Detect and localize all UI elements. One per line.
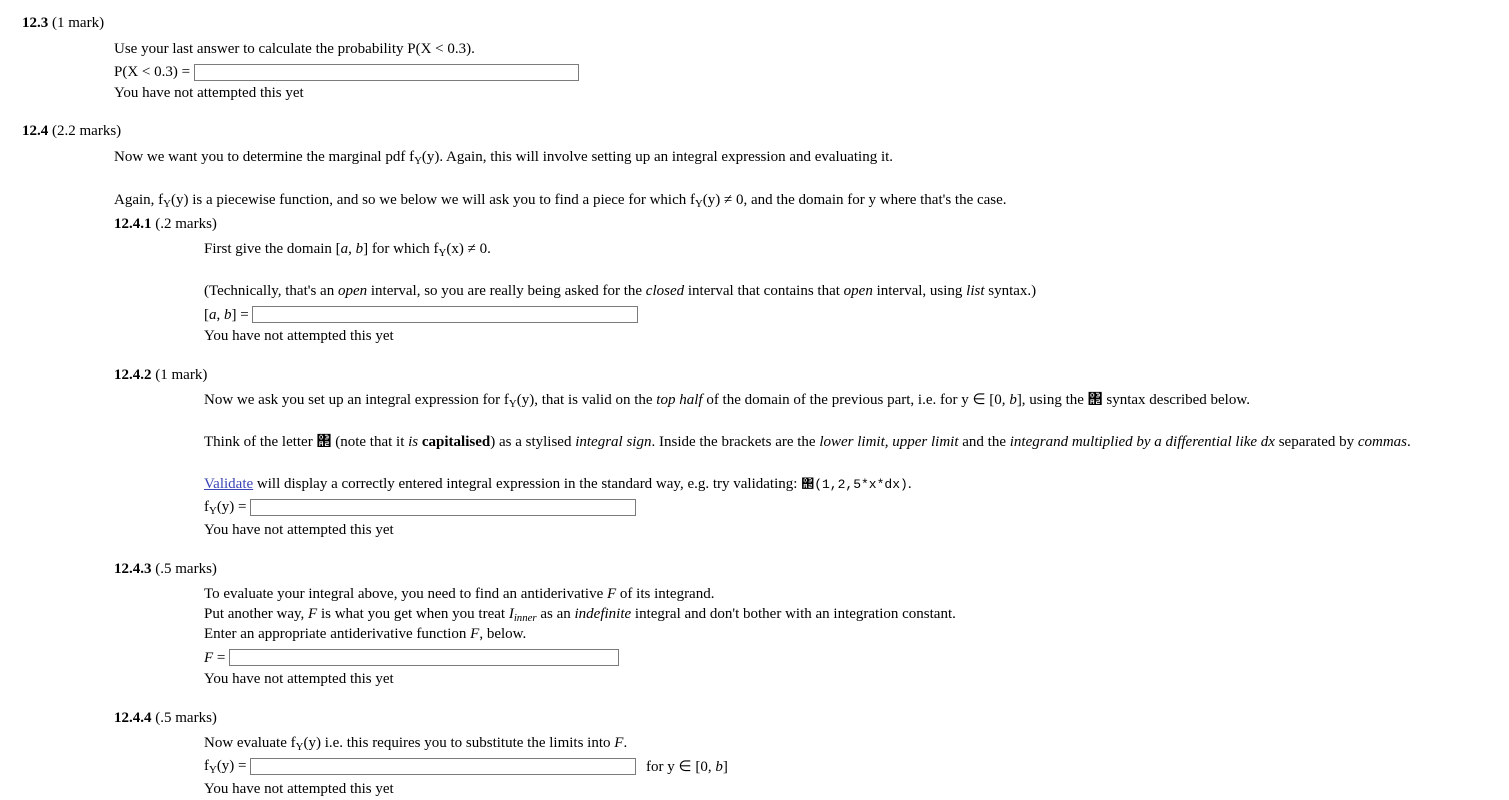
ansl-1241-pre: [: [204, 306, 209, 323]
q1244-l1-p1: Now evaluate f: [204, 734, 296, 751]
ansl-1241-b: b: [224, 306, 232, 323]
question-marks-12-4-2: (1 mark): [155, 366, 208, 383]
intro1-pre: Now we want you to determine the marginal pdf f: [114, 149, 415, 166]
q1243-l3-i1: F: [470, 626, 480, 643]
q1242-l3-code: ΢(1,2,5*x*dx): [801, 477, 908, 493]
q1241-l1-post: (x) ≠ 0.: [446, 241, 491, 257]
intro2-sub: Y: [163, 197, 171, 210]
answer-row-12-4-2: [204, 498, 1509, 518]
q1242-l2-b1: capitalised: [421, 434, 491, 451]
question-number-12-4-2: 12.4.2: [114, 366, 152, 383]
q1241-l2-p1: (Technically, that's an: [204, 283, 338, 300]
question-heading-12-4: [0, 122, 1509, 142]
answer-label-12-4-4: [204, 757, 247, 777]
q1241-l1-pre: First give the domain [: [204, 241, 341, 257]
q1242-l2-i4: integrand multiplied by a differential like dx: [1009, 434, 1275, 451]
q1242-l2-p2: ) as a stylised: [490, 434, 576, 451]
question-marks-12-3: (1 mark): [52, 15, 105, 31]
question-number-12-4-1: 12.4.1: [114, 216, 152, 233]
question-prompt-12-3: Use your last answer to calculate the probability P(X < 0.3).: [114, 40, 475, 57]
answer-label-12-4-3: [204, 649, 225, 667]
intro1-post: (y). Again, this will involve setting up an integral expression and evaluating it.: [421, 149, 894, 166]
ansl-1242-pre: f: [204, 499, 209, 515]
question-intro-12-4-line2: [114, 191, 1509, 211]
answer-input-12-4-2[interactable]: [250, 499, 636, 516]
q1243-l2-i3: indefinite: [574, 605, 632, 622]
q1241-l2-i2: closed: [645, 283, 685, 300]
q1241-line2: [204, 282, 1509, 302]
q1242-l2-p5: separated by: [1274, 434, 1358, 451]
ans-suffix-i1: b: [715, 758, 723, 775]
ansl-1242-post: (y) =: [216, 499, 247, 515]
q1241-l2-p2: interval, so you are really being asked for the: [367, 283, 646, 300]
q1242-l2-p4: and the: [958, 434, 1010, 451]
question-number-12-4: 12.4: [22, 123, 49, 140]
answer-label-12-3: P(X < 0.3) =: [114, 64, 191, 81]
answer-suffix-12-4-4: [646, 758, 728, 776]
ansl-1242-sub: Y: [209, 505, 217, 518]
answer-row-12-3: [114, 63, 1509, 82]
q1242-l2-p1: Think of the letter ΢ (note that it: [204, 434, 409, 451]
q1242-l1-i2: b: [1009, 391, 1017, 408]
question-heading-12-4-3: [0, 560, 1509, 580]
question-marks-12-4-1: (.2 marks): [155, 216, 217, 233]
q1241-l2-p4: interval, using: [872, 283, 967, 300]
q1244-line1: [204, 734, 1509, 754]
question-marks-12-4: (2.2 marks): [52, 123, 122, 140]
q1244-l1-sub: Y: [295, 740, 304, 753]
q1242-l1-p4: ], using the ΢ syntax described below.: [1016, 391, 1250, 408]
validate-link[interactable]: Validate: [204, 476, 254, 493]
q1243-l2-p3: as an: [536, 605, 575, 622]
q1241-l1-sub: Y: [438, 247, 447, 260]
ansl-1241-a: a: [209, 306, 217, 323]
q1241-line1: [204, 240, 1509, 260]
question-marks-12-4-3: (.5 marks): [155, 560, 217, 577]
q1242-l2-i3: lower limit, upper limit: [819, 434, 959, 451]
q1242-l3-p1: will display a correctly entered integral expression in the standard way, e.g. try validating:: [253, 476, 802, 493]
q1241-l1-a: a: [340, 241, 349, 257]
q1243-line3: [204, 625, 1509, 645]
question-number-12-3: 12.3: [22, 15, 49, 31]
ans-suffix-p2: ]: [722, 758, 728, 775]
q1243-l1-i1: F: [606, 585, 617, 602]
answer-label-12-4-2: [204, 498, 247, 518]
question-heading-12-4-4: [0, 709, 1509, 729]
ansl-1241-post: ] =: [231, 306, 249, 323]
q1244-l1-i1: F: [614, 734, 624, 751]
intro1-sub: Y: [414, 155, 422, 168]
question-heading-12-4-1: [0, 215, 1509, 235]
answer-input-12-3[interactable]: [194, 64, 579, 81]
answer-input-12-4-3[interactable]: [229, 649, 619, 666]
intro2-post: (y) ≠ 0, and the domain for y where that's the case.: [702, 191, 1007, 208]
q1243-l2-i1: F: [308, 605, 318, 622]
q1241-l2-p5: syntax.): [984, 283, 1037, 300]
ansl-1243-post: =: [213, 649, 226, 666]
q1241-l1-comma: ,: [348, 241, 356, 257]
answer-status-12-3: You have not attempted this yet: [114, 85, 304, 102]
q1242-line2: [204, 433, 1509, 453]
q1243-line2: [204, 605, 1509, 625]
q1242-l2-p6: .: [1407, 434, 1411, 451]
answer-label-12-4-1: [204, 306, 249, 324]
q1242-line1: [204, 391, 1509, 411]
q1241-l2-i1: open: [337, 283, 368, 300]
q1242-l1-i1: top half: [656, 391, 703, 408]
intro2-mid: (y) is a piecewise function, and so we below we will ask you to find a piece for which f: [170, 191, 695, 208]
q1243-l1-p2: of its integrand.: [616, 585, 715, 602]
q1241-l2-i4: list: [966, 283, 985, 300]
answer-status-12-4-4: You have not attempted this yet: [204, 780, 394, 797]
q1243-l1-p1: To evaluate your integral above, you need to find an antiderivative: [204, 585, 607, 602]
question-heading-12-4-2: [0, 366, 1509, 386]
answer-input-12-4-1[interactable]: [252, 306, 638, 323]
answer-status-12-4-3: You have not attempted this yet: [204, 670, 394, 687]
q1241-l1-mid: ] for which f: [363, 241, 439, 257]
q1243-l2-i2: I: [508, 605, 514, 622]
ansl-1244-post: (y) =: [216, 757, 247, 774]
ansl-1244-pre: f: [204, 757, 209, 774]
answer-row-12-4-3: [204, 648, 1509, 667]
q1243-l2-p1: Put another way,: [204, 605, 309, 622]
ansl-1244-sub: Y: [209, 763, 217, 776]
q1243-line1: [204, 585, 1509, 605]
intro2-sub2: Y: [694, 197, 703, 210]
answer-input-12-4-4[interactable]: [250, 758, 636, 775]
q1242-l3-p2: .: [907, 476, 912, 493]
intro2-pre: Again, f: [114, 191, 164, 208]
q1243-l2-p4: integral and don't bother with an integration constant.: [631, 605, 956, 622]
q1243-l2-sub: inner: [513, 611, 537, 624]
question-heading-12-3: [0, 14, 1509, 34]
q1242-l2-i5: commas: [1357, 434, 1408, 451]
q1241-l2-p3: interval that contains that: [684, 283, 844, 300]
q1243-l3-p2: , below.: [479, 626, 527, 643]
q1242-line3: [204, 475, 1509, 495]
q1244-l1-p3: .: [623, 734, 628, 751]
q1243-l2-p2: is what you get when you treat: [317, 605, 509, 622]
q1243-l3-p1: Enter an appropriate antiderivative function: [204, 626, 471, 643]
q1244-l1-p2: (y) i.e. this requires you to substitute the limits into: [303, 734, 615, 751]
q1242-l2-i1: is: [408, 434, 419, 451]
q1241-l2-i3: open: [843, 283, 873, 300]
answer-status-12-4-1: You have not attempted this yet: [204, 327, 394, 344]
question-number-12-4-3: 12.4.3: [114, 560, 152, 577]
q1242-l1-p2: (y), that is valid on the: [516, 391, 657, 408]
q1242-l2-i2: integral sign: [575, 434, 652, 451]
answer-status-12-4-2: You have not attempted this yet: [204, 521, 394, 538]
q1242-l1-sub: Y: [508, 397, 517, 410]
q1242-l2-p3: . Inside the brackets are the: [651, 434, 820, 451]
ansl-1243-pre: F: [204, 649, 214, 666]
q1242-l1-p1: Now we ask you set up an integral expression for f: [204, 391, 509, 408]
ans-suffix-p1: for y ∈ [0,: [646, 758, 716, 775]
question-intro-12-4-line1: [114, 148, 1509, 168]
q1242-l1-p3: of the domain of the previous part, i.e. for y ∈ [0,: [702, 391, 1010, 408]
ansl-1241-mid: ,: [216, 306, 224, 323]
question-marks-12-4-4: (.5 marks): [155, 709, 217, 726]
q1241-l1-b: b: [355, 241, 364, 257]
question-number-12-4-4: 12.4.4: [114, 709, 152, 726]
answer-row-12-4-1: [204, 305, 1509, 324]
answer-row-12-4-4: [204, 757, 1509, 777]
